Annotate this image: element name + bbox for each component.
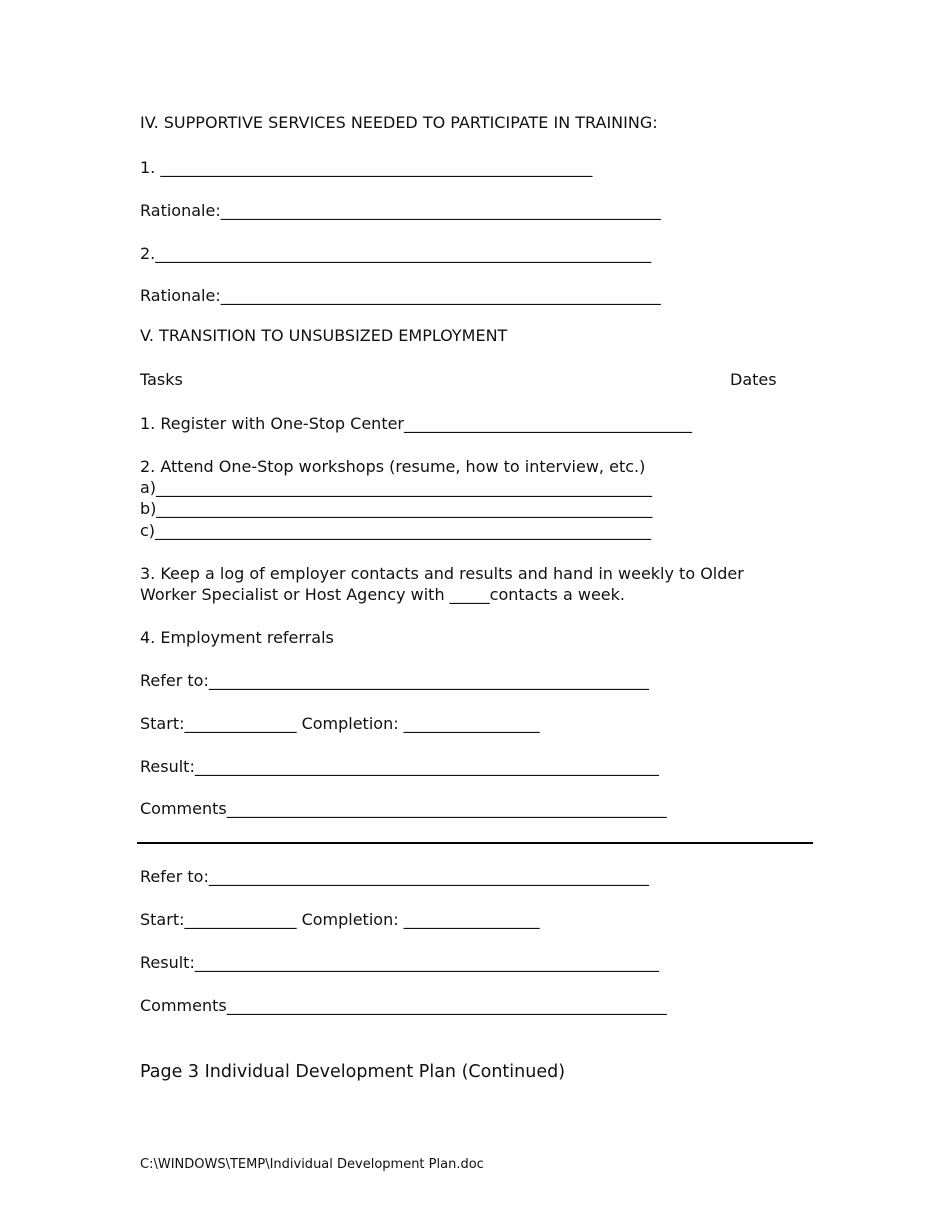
task-log-line-1: 3. Keep a log of employer contacts and results and hand in weekly to Older (140, 564, 744, 583)
task-referrals: 4. Employment referrals (140, 628, 334, 647)
file-path: C:\WINDOWS\TEMP\Individual Development Plan.doc (140, 1157, 484, 1172)
referral-1-result[interactable]: Result:__________________________________________________________ (140, 757, 659, 776)
section-iv-heading: IV. SUPPORTIVE SERVICES NEEDED TO PARTICIPATE IN TRAINING: (140, 113, 658, 132)
rationale-line-1[interactable]: Rationale:_______________________________________________________ (140, 201, 661, 220)
workshop-line-c[interactable]: c)______________________________________________________________ (140, 521, 652, 540)
workshop-line-b[interactable]: b)______________________________________________________________ (140, 499, 653, 518)
workshop-line-a[interactable]: a)______________________________________________________________ (140, 478, 653, 497)
task-register[interactable]: 1. Register with One-Stop Center____________________________________ (140, 414, 693, 433)
referral-2-result[interactable]: Result:__________________________________________________________ (140, 953, 659, 972)
referral-2-start-completion[interactable]: Start:______________ Completion: _________________ (140, 910, 540, 929)
task-workshops: 2. Attend One-Stop workshops (resume, how to interview, etc.) (140, 457, 646, 476)
section-v-heading: V. TRANSITION TO UNSUBSIZED EMPLOYMENT (140, 326, 508, 345)
section-divider (137, 842, 813, 844)
referral-1-refer-to[interactable]: Refer to:_______________________________________________________ (140, 671, 649, 690)
referral-1-comments[interactable]: Comments_______________________________________________________ (140, 799, 667, 818)
page-footer-title: Page 3 Individual Development Plan (Continued) (140, 1062, 566, 1082)
task-log-line-2[interactable]: Worker Specialist or Host Agency with _____contacts a week. (140, 585, 625, 604)
dates-label: Dates (730, 370, 777, 389)
referral-2-comments[interactable]: Comments_______________________________________________________ (140, 996, 667, 1015)
service-line-1[interactable]: 1. ______________________________________________________ (140, 158, 593, 177)
referral-2-refer-to[interactable]: Refer to:_______________________________________________________ (140, 867, 649, 886)
referral-1-start-completion[interactable]: Start:______________ Completion: _________________ (140, 714, 540, 733)
rationale-line-2[interactable]: Rationale:_______________________________________________________ (140, 286, 661, 305)
service-line-2[interactable]: 2.______________________________________________________________ (140, 244, 652, 263)
tasks-label: Tasks (140, 370, 183, 389)
